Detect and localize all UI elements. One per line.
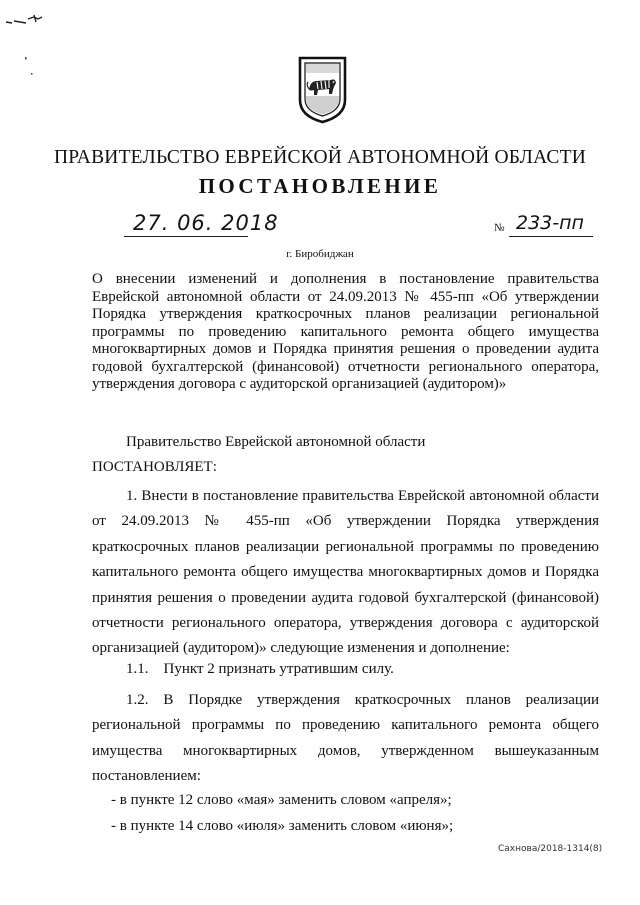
city: г. Биробиджан [286, 248, 354, 260]
coat-of-arms-icon [298, 54, 347, 124]
scan-artifact-icon [4, 14, 54, 76]
preamble-line-1: Правительство Еврейской автономной области [126, 434, 426, 450]
bullet-item: - в пункте 14 слово «июля» заменить словом «июня»; [111, 818, 454, 834]
document-type: ПОСТАНОВЛЕНИЕ [198, 174, 442, 198]
item-1-1: 1.1. Пункт 2 признать утратившим силу. [126, 661, 394, 677]
number-underline [509, 236, 593, 237]
date-underline [124, 236, 248, 237]
item-1-2: 1.2. В Порядке утверждения краткосрочных планов реализации региональной программы по проведению капитального ремонта общего имущества многоквартирных домов, утвержденном вышеуказанным постановлением: [92, 692, 599, 785]
item-1: 1. Внести в постановление правительства Еврейской автономной области от 24.09.2013 № 455-пп «Об утверждении Порядка утверждения краткосрочных планов реализации региональной программы по проведению капитального ремонта общего имущества многоквартирных домов и Порядка принятия решения о проведении аудита годовой бухгалтерской (финансовой) отчетности регионального оператора, утверждения договора с аудиторской организацией (аудитором)» следующие изменения и дополнение: [92, 488, 599, 657]
document-subject: О внесении изменений и дополнения в постановление правительства Еврейской автономной области от 24.09.2013 № 455-пп «Об утверждении Порядка утверждения краткосрочных планов реализации региональной программы по проведению капитального ремонта общего имущества многоквартирных домов и Порядка принятия решения о проведении аудита годовой бухгалтерской (финансовой) отчетности регионального оператора, утверждения договора с аудиторской организацией (аудитором)» [92, 271, 599, 392]
document-date: 27. 06. 2018 [133, 211, 279, 235]
preamble-line-2: ПОСТАНОВЛЯЕТ: [92, 459, 217, 475]
footer-reference: Сахнова/2018-1314(8) [498, 844, 603, 854]
bullet-item: - в пункте 12 слово «мая» заменить словом «апреля»; [111, 792, 452, 808]
government-title: ПРАВИТЕЛЬСТВО ЕВРЕЙСКОЙ АВТОНОМНОЙ ОБЛАСТИ [53, 147, 587, 168]
number-label: № [494, 222, 505, 234]
document-number: 233-пп [516, 212, 584, 234]
